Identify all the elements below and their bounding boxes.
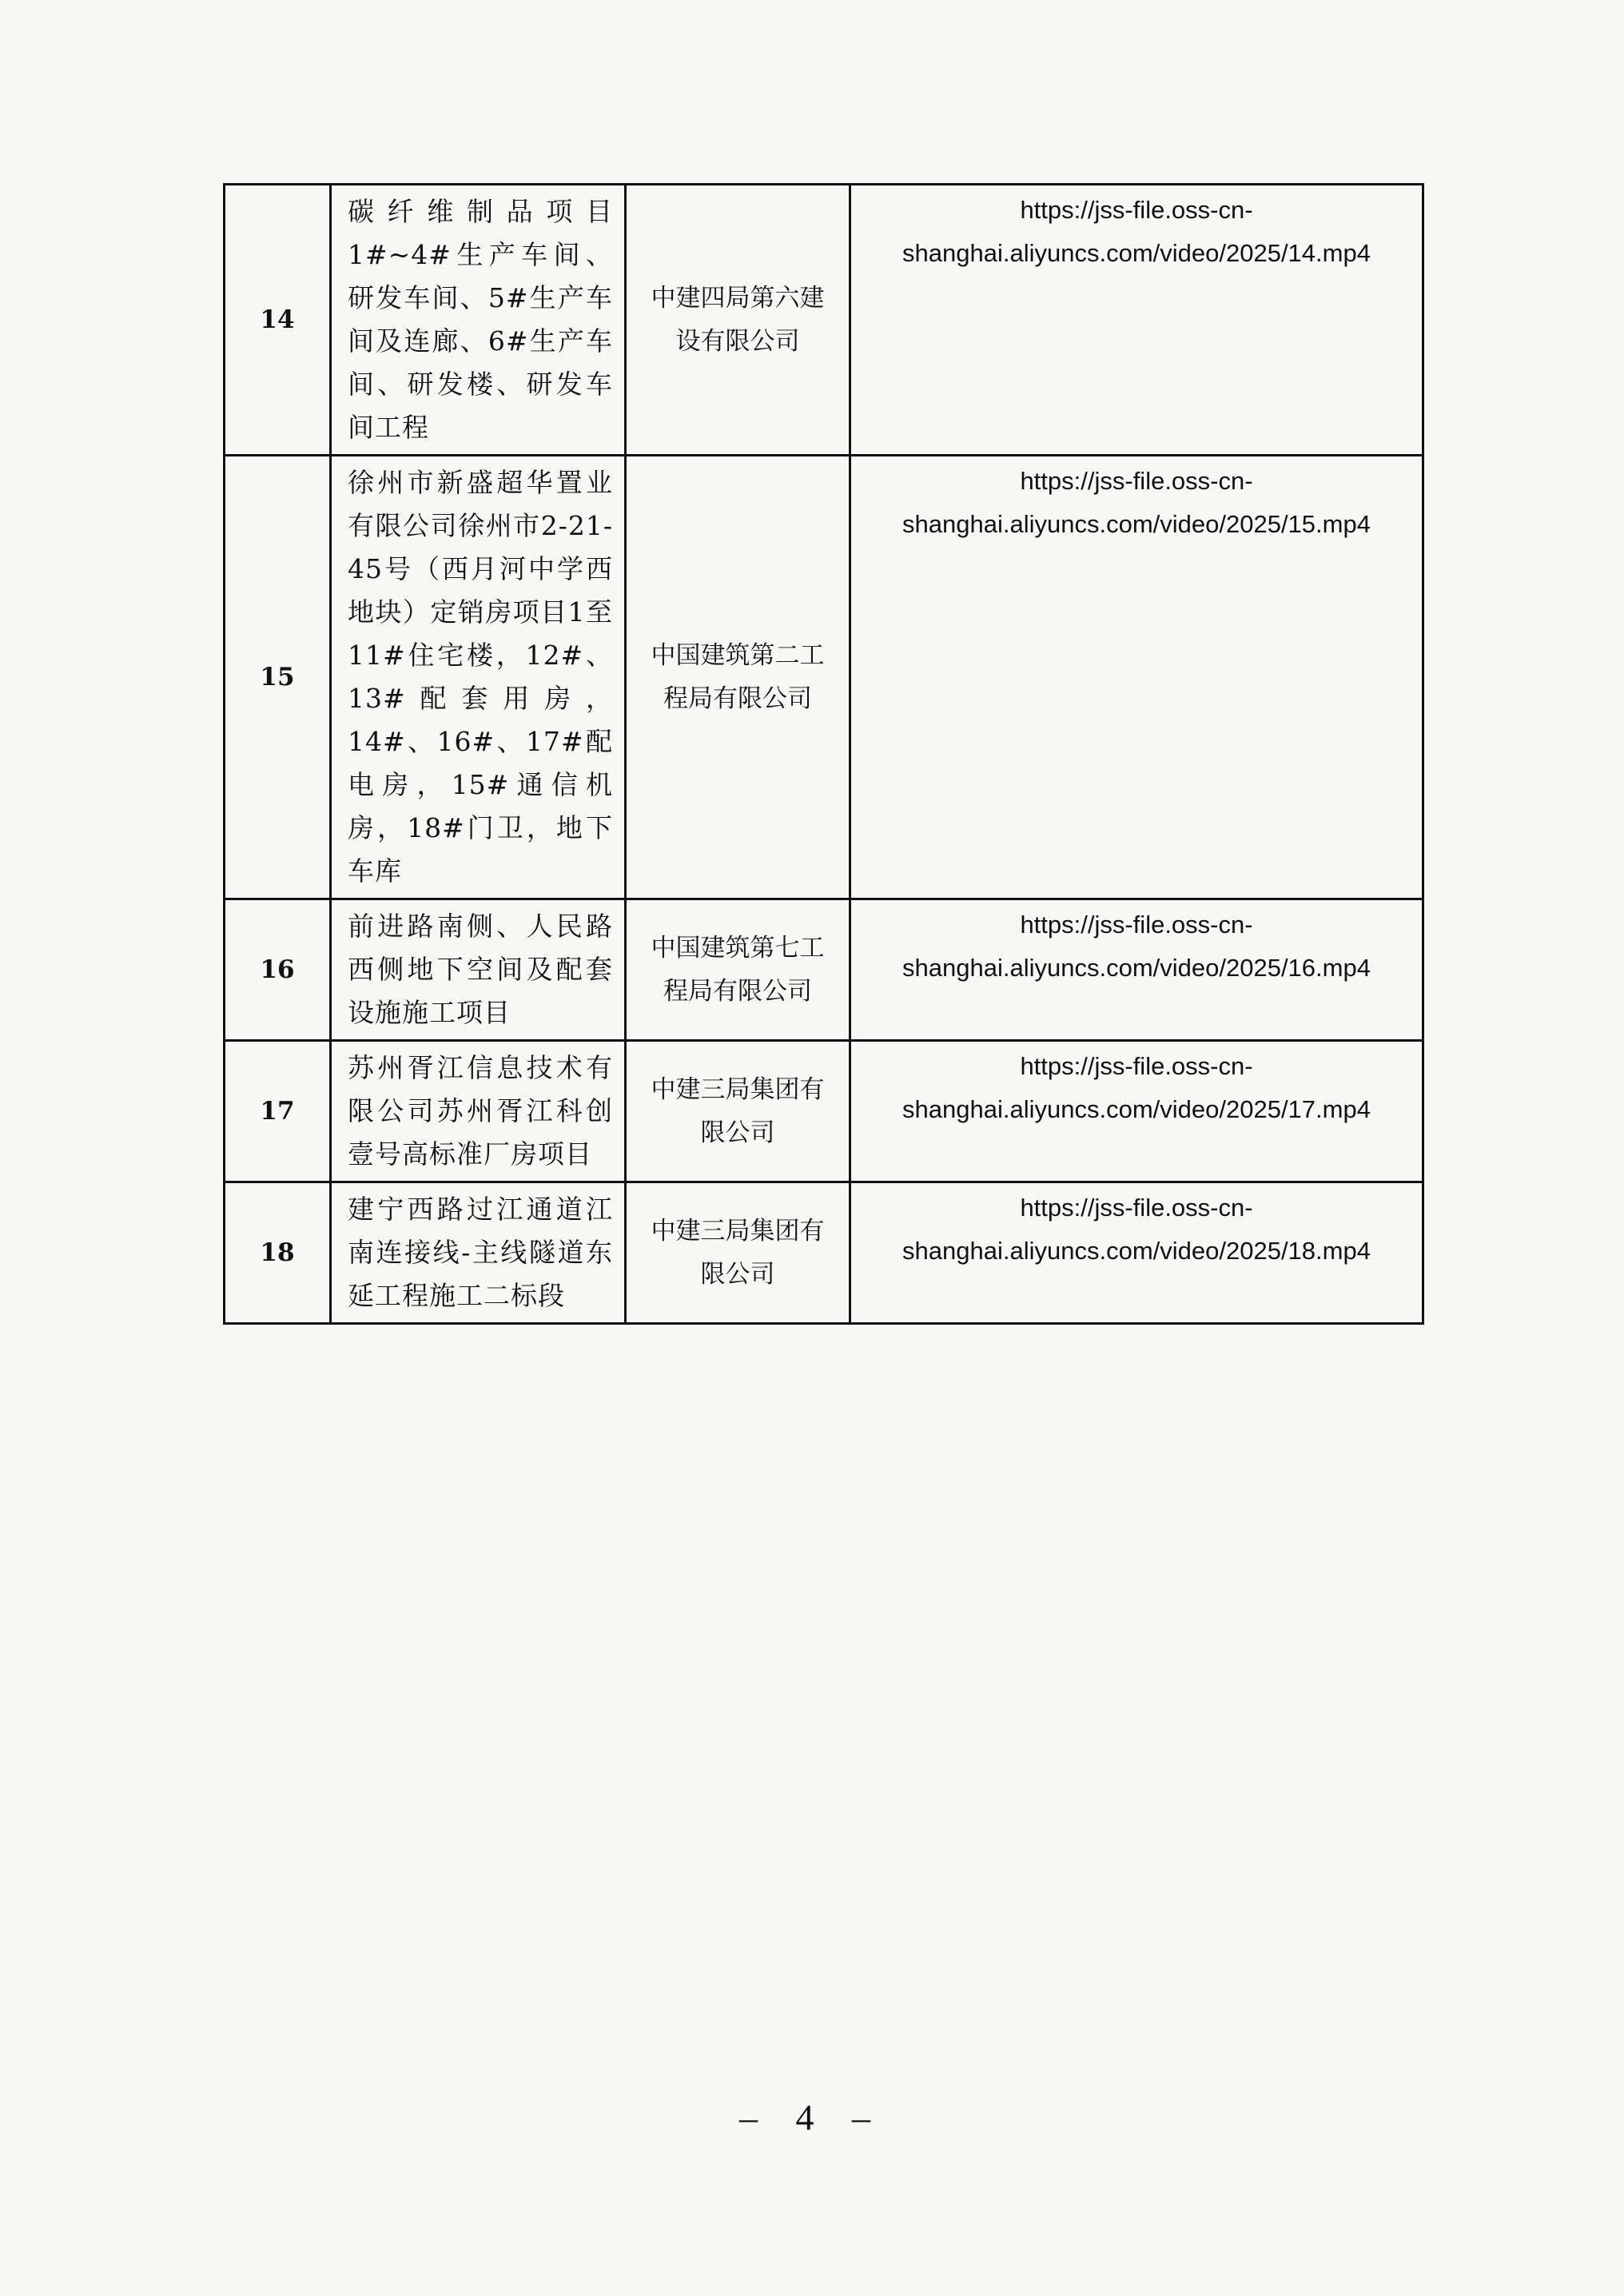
- project-name: 建宁西路过江通道江南连接线-主线隧道东延工程施工二标段: [331, 1182, 626, 1324]
- video-link[interactable]: [850, 456, 1423, 899]
- table-row: [225, 899, 1423, 1041]
- video-link[interactable]: [850, 1041, 1423, 1182]
- video-link-line1[interactable]: https://jss-file.oss-cn-: [1020, 1052, 1253, 1080]
- video-link[interactable]: [850, 185, 1423, 456]
- contractor-name: 中建三局集团有限公司: [626, 1041, 850, 1182]
- video-link[interactable]: [850, 899, 1423, 1041]
- project-name: 苏州胥江信息技术有限公司苏州胥江科创壹号高标准厂房项目: [331, 1041, 626, 1182]
- project-name: 徐州市新盛超华置业有限公司徐州市2-21-45号（西月河中学西地块）定销房项目1至11#住宅楼，12#、13#配套用房，14#、16#、17#配电房，15#通信机房，18#门卫，地下车库: [331, 456, 626, 899]
- table-row: [225, 185, 1423, 456]
- row-number: 18: [225, 1182, 331, 1324]
- video-link-line2[interactable]: shanghai.aliyuncs.com/video/2025/18.mp4: [902, 1237, 1371, 1265]
- contractor-name: 中国建筑第二工程局有限公司: [626, 456, 850, 899]
- page-number: – 4 –: [739, 2097, 885, 2138]
- project-name: 碳纤维制品项目1#~4#生产车间、研发车间、5#生产车间及连廊、6#生产车间、研发楼、研发车间工程: [331, 185, 626, 456]
- row-number: 17: [225, 1041, 331, 1182]
- video-link-line2[interactable]: shanghai.aliyuncs.com/video/2025/15.mp4: [902, 510, 1371, 538]
- video-link-line2[interactable]: shanghai.aliyuncs.com/video/2025/17.mp4: [902, 1095, 1371, 1123]
- table-row: [225, 1041, 1423, 1182]
- video-link-line2[interactable]: shanghai.aliyuncs.com/video/2025/16.mp4: [902, 954, 1371, 982]
- row-number: 16: [225, 899, 331, 1041]
- contractor-name: 中建三局集团有限公司: [626, 1182, 850, 1324]
- contractor-name: 中国建筑第七工程局有限公司: [626, 899, 850, 1041]
- video-link-line1[interactable]: https://jss-file.oss-cn-: [1020, 911, 1253, 939]
- video-link-line1[interactable]: https://jss-file.oss-cn-: [1020, 1194, 1253, 1222]
- contractor-name: 中建四局第六建设有限公司: [626, 185, 850, 456]
- video-link[interactable]: [850, 1182, 1423, 1324]
- video-link-line2[interactable]: shanghai.aliyuncs.com/video/2025/14.mp4: [902, 239, 1371, 267]
- project-table: [223, 183, 1424, 1325]
- row-number: 14: [225, 185, 331, 456]
- video-link-line1[interactable]: https://jss-file.oss-cn-: [1020, 196, 1253, 224]
- table-row: [225, 456, 1423, 899]
- video-link-line1[interactable]: https://jss-file.oss-cn-: [1020, 467, 1253, 495]
- project-name: 前进路南侧、人民路西侧地下空间及配套设施施工项目: [331, 899, 626, 1041]
- row-number: 15: [225, 456, 331, 899]
- table-row: [225, 1182, 1423, 1324]
